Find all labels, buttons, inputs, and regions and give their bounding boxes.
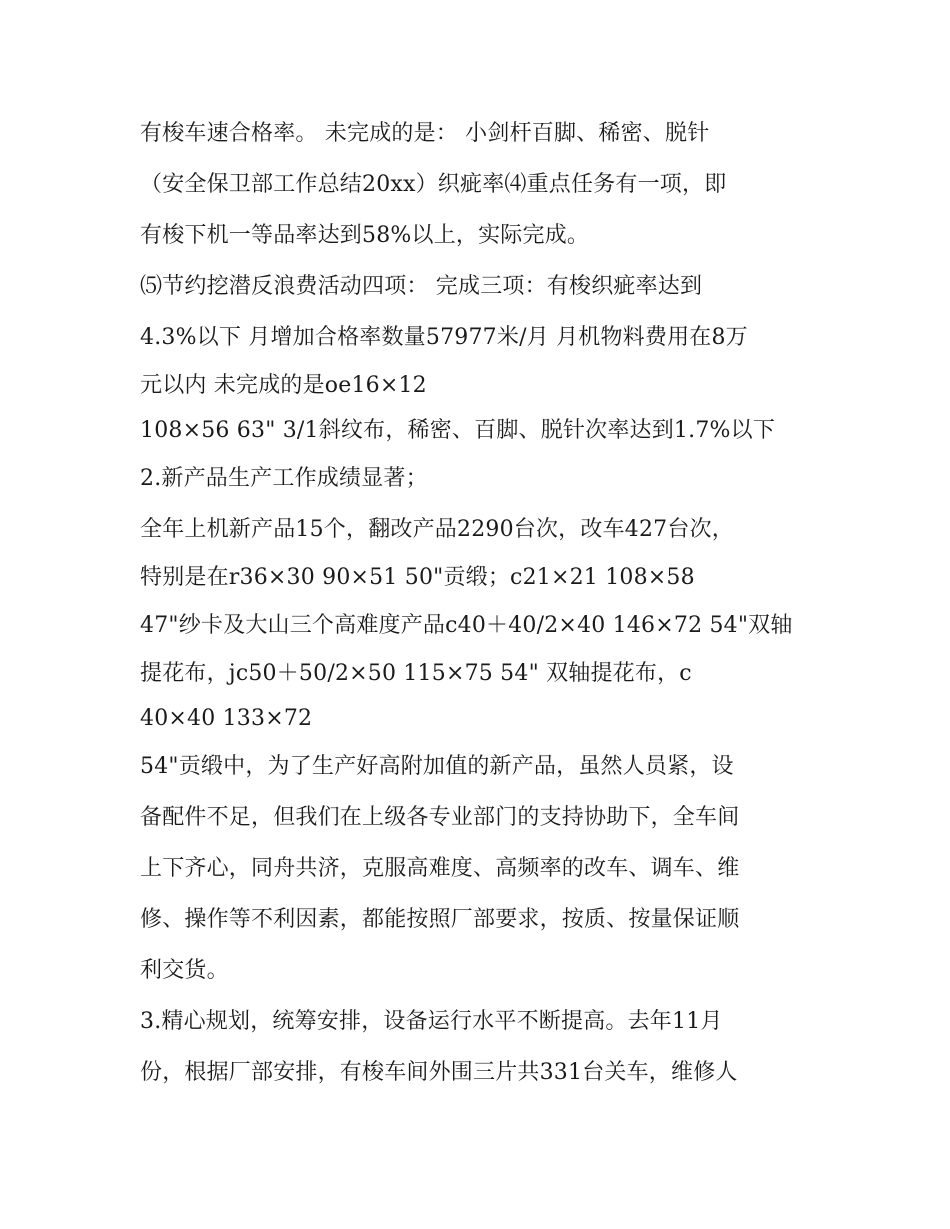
text-line: 4.3%以下 月增加合格率数量57977米/月 月机物料费用在8万 (140, 325, 748, 350)
section-heading: 3.精心规划，统筹安排，设备运行水平不断提高。去年11月 (140, 1009, 723, 1034)
text-line: 108×56 63" 3/1斜纹布，稀密、百脚、脱针次率达到1.7%以下 (140, 418, 776, 443)
text-line: 利交货。 (140, 958, 229, 983)
text-line: 有梭下机一等品率达到58%以上，实际完成。 (140, 223, 590, 248)
text-line: 54"贡缎中，为了生产好高附加值的新产品，虽然人员紧，设 (140, 754, 734, 779)
text-line: 47"纱卡及大山三个高难度产品c40＋40/2×40 146×72 54"双轴 (140, 613, 793, 638)
text-line: ⑸节约挖潜反浪费活动四项： 完成三项：有梭织疵率达到 (140, 274, 703, 299)
text-line: 提花布，jc50＋50/2×50 115×75 54" 双轴提花布，c (140, 661, 692, 686)
text-line: 特别是在r36×30 90×51 50"贡缎；c21×21 108×58 (140, 565, 695, 590)
text-line: 全年上机新产品15个，翻改产品2290台次，改车427台次， (140, 517, 734, 542)
text-line: 备配件不足，但我们在上级各专业部门的支持协助下，全车间 (140, 805, 740, 830)
text-line: 有梭车速合格率。 未完成的是： 小剑杆百脚、稀密、脱针 (140, 121, 710, 146)
text-line: （安全保卫部工作总结20xx）织疵率⑷重点任务有一项，即 (140, 172, 727, 197)
text-line: 修、操作等不利因素，都能按照厂部要求，按质、按量保证顺 (140, 907, 740, 932)
document-body (140, 108, 820, 1098)
text-line: 元以内 未完成的是oe16×12 (140, 373, 427, 398)
text-line: 份，根据厂部安排，有梭车间外围三片共331台关车，维修人 (140, 1060, 738, 1085)
text-line: 上下齐心，同舟共济，克服高难度、高频率的改车、调车、维 (140, 856, 740, 881)
text-line: 40×40 133×72 (140, 706, 313, 731)
section-heading: 2.新产品生产工作成绩显著； (140, 466, 428, 491)
